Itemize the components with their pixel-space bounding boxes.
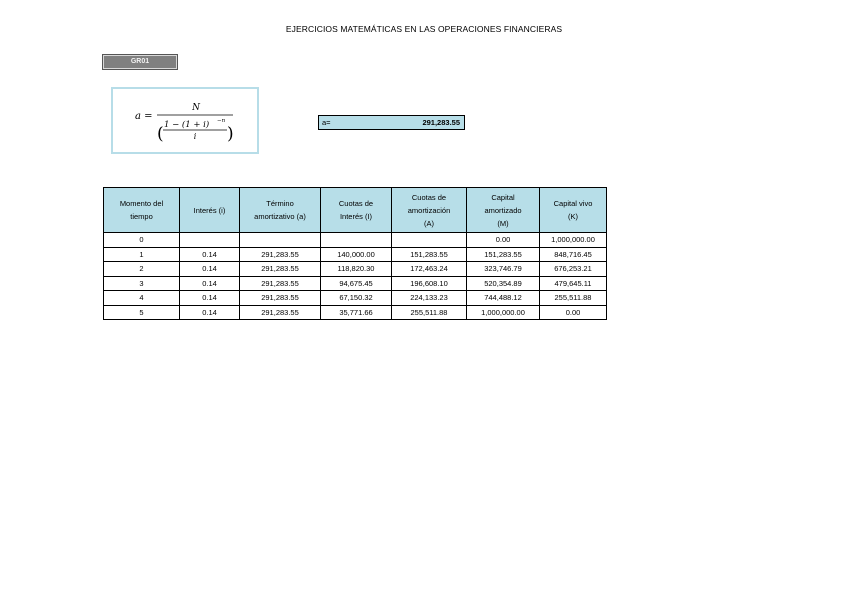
header-interes: Interés (i) [180, 188, 240, 233]
table-row [104, 305, 607, 320]
result-box [318, 115, 465, 130]
table-cell: 291,283.55 [240, 247, 321, 262]
table-row [104, 276, 607, 291]
table-cell: 291,283.55 [240, 276, 321, 291]
table-cell: 0.14 [180, 247, 240, 262]
table-cell: 151,283.55 [392, 247, 467, 262]
table-cell: 0 [104, 233, 180, 248]
table-cell: 3 [104, 276, 180, 291]
table-cell: 1,000,000.00 [540, 233, 607, 248]
header-momento: Momento del tiempo [104, 188, 180, 233]
table-cell [240, 233, 321, 248]
table-row [104, 233, 607, 248]
formula-denominator-bottom: i [193, 132, 197, 141]
table-cell: 323,746.79 [467, 262, 540, 277]
table-cell: 0.00 [540, 305, 607, 320]
table-cell: 118,820.30 [321, 262, 392, 277]
table-cell [392, 233, 467, 248]
table-cell: 140,000.00 [321, 247, 392, 262]
result-label: a= [322, 118, 331, 127]
annuity-formula [113, 89, 257, 152]
table-cell: 0.14 [180, 291, 240, 306]
table-cell: 291,283.55 [240, 291, 321, 306]
table-cell: 848,716.45 [540, 247, 607, 262]
table-cell: 291,283.55 [240, 262, 321, 277]
header-capital-amortizado: Capital amortizado (M) [467, 188, 540, 233]
table-cell: 172,463.24 [392, 262, 467, 277]
table-cell: 5 [104, 305, 180, 320]
table-cell: 744,488.12 [467, 291, 540, 306]
formula-box [111, 87, 259, 154]
table-cell: 676,253.21 [540, 262, 607, 277]
table-cell: 67,150.32 [321, 291, 392, 306]
formula-denominator-top: 1 − (1 + i) [164, 120, 210, 130]
table-cell: 0.14 [180, 305, 240, 320]
table-row [104, 262, 607, 277]
close-paren: ) [227, 124, 234, 144]
header-termino: Término amortizativo (a) [240, 188, 321, 233]
result-value: 291,283.55 [422, 118, 460, 127]
table-cell: 479,645.11 [540, 276, 607, 291]
table-cell: 35,771.66 [321, 305, 392, 320]
formula-numerator: N [192, 103, 200, 113]
amortization-table [103, 187, 607, 320]
table-cell: 255,511.88 [392, 305, 467, 320]
open-paren: ( [157, 124, 164, 144]
table-cell: 255,511.88 [540, 291, 607, 306]
header-capital-vivo: Capital vivo (K) [540, 188, 607, 233]
table-cell: 94,675.45 [321, 276, 392, 291]
table-cell: 196,608.10 [392, 276, 467, 291]
page-title: EJERCICIOS MATEMÁTICAS EN LAS OPERACIONES FINANCIERAS [285, 24, 563, 34]
table-row [104, 247, 607, 262]
table-cell: 224,133.23 [392, 291, 467, 306]
table-cell [180, 233, 240, 248]
table-cell: 0.00 [467, 233, 540, 248]
table-cell: 0.14 [180, 276, 240, 291]
formula-lhs: a = [135, 111, 153, 122]
table-cell: 1,000,000.00 [467, 305, 540, 320]
table-cell: 0.14 [180, 262, 240, 277]
table-cell: 291,283.55 [240, 305, 321, 320]
table-header-row [104, 188, 607, 233]
table-cell [321, 233, 392, 248]
table-cell: 4 [104, 291, 180, 306]
formula-exponent: −n [217, 118, 226, 124]
table-cell: 151,283.55 [467, 247, 540, 262]
table-cell: 520,354.89 [467, 276, 540, 291]
table-cell: 1 [104, 247, 180, 262]
table-row [104, 291, 607, 306]
table-cell: 2 [104, 262, 180, 277]
header-cuotas-interes: Cuotas de Interés (I) [321, 188, 392, 233]
group-badge: GR01 [102, 54, 178, 70]
header-cuotas-amortizacion: Cuotas de amortización (A) [392, 188, 467, 233]
